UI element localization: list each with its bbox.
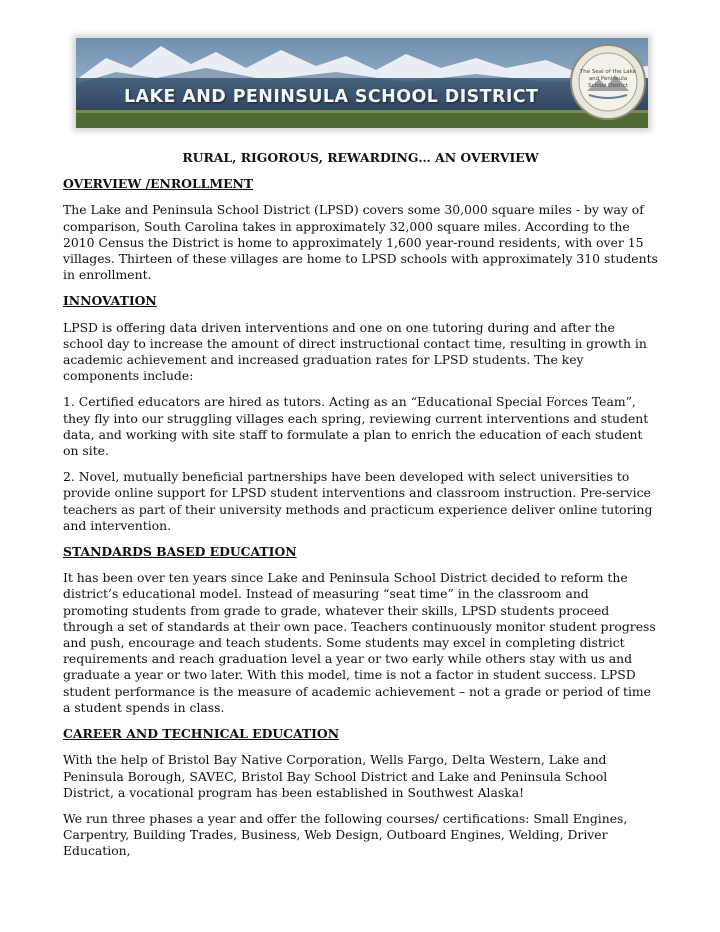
section-heading-career: CAREER AND TECHNICAL EDUCATION: [63, 726, 340, 742]
district-seal: [569, 43, 647, 121]
document-title: RURAL, RIGOROUS, REWARDING… AN OVERVIEW: [182, 150, 539, 165]
paragraph: LPSD is offering data driven interventions and one on one tutoring during and after the school day to increase the amount of direct instructional contact time, resulting in growth in academic achievement and increased graduation rates for LPSD students. The key components include:: [63, 319, 647, 384]
paragraph: We run three phases a year and offer the following courses/ certifications: Small Engines, Carpentry, Building Trades, Business, Web Design, Outboard Engines, Welding, Driver Education,: [63, 810, 628, 859]
section-heading-overview: OVERVIEW /ENROLLMENT: [63, 176, 254, 192]
paragraph: With the help of Bristol Bay Native Corporation, Wells Fargo, Delta Western, Lake and Peninsula Borough, SAVEC, Bristol Bay School District and Lake and Peninsula School District, a vocational program has been established in Southwest Alaska!: [63, 752, 608, 800]
document-body: [63, 150, 658, 870]
paragraph: It has been over ten years since Lake and Peninsula School District decided to reform the district’s educational model. Instead of measuring “seat time” in the classroom and promoting students from grade to grade, whatever their skills, LPSD students proceed through a set of standards at their own pace. Teachers continuously monitor student progress and push, encourage and teach students. Some students may excel in completing district requirements and reach graduation level a year or two early while others stay with us and graduate a year or two later. With this model, time is not a factor in student success. LPSD student performance is the measure of academic achievement – not a grade or period of time a student spends in class.: [63, 570, 656, 715]
district-banner: [76, 38, 648, 128]
landscape-image: [76, 38, 648, 128]
seal-text: The Seal of the Lake and Peninsula School District: [579, 69, 637, 89]
paragraph: 2. Novel, mutually beneficial partnerships have been developed with select universities to provide online support for LPSD student interventions and classroom instruction. Pre-service teachers as part of their university methods and practicum experience deliver online tutoring and intervention.: [63, 469, 653, 533]
section-heading-innovation: INNOVATION: [63, 293, 157, 309]
banner-title: LAKE AND PENINSULA SCHOOL DISTRICT: [124, 87, 539, 107]
paragraph: The Lake and Peninsula School District (LPSD) covers some 30,000 square miles - by way of comparison, South Carolina takes in approximately 32,000 square miles. According to the 2010 Census the District is home to approximately 1,600 year-round residents, with over 15 villages. Thirteen of these villages are home to LPSD schools with approximately 310 students in enrollment.: [63, 202, 658, 283]
section-heading-standards: STANDARDS BASED EDUCATION: [63, 544, 297, 560]
paragraph: 1. Certified educators are hired as tutors. Acting as an “Educational Special Forces Team”, they fly into our struggling villages each spring, reviewing current interventions and student data, and working with site staff to formulate a plan to enrich the education of each student on site.: [63, 394, 649, 459]
